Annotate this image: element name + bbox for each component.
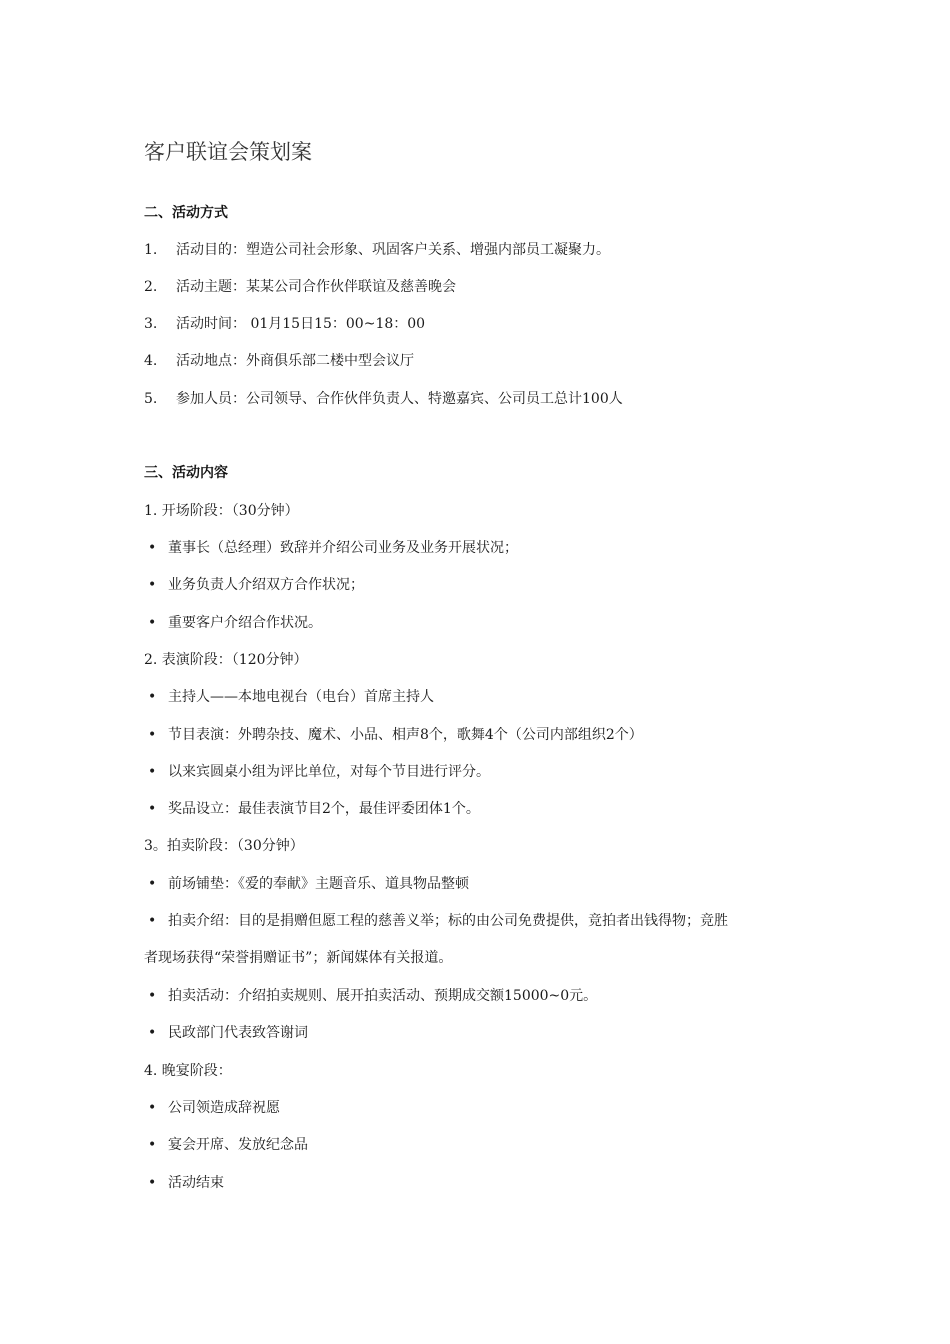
bullet-icon: • [148, 1175, 157, 1191]
stage-title-banquet: 4. 晚宴阶段： [144, 1063, 232, 1079]
bullet-item [144, 873, 469, 893]
section-heading-activity-method: 二、活动方式 [144, 205, 228, 221]
bullet-text: 宴会开席、发放纪念品 [168, 1137, 308, 1153]
bullet-item [144, 1172, 224, 1192]
bullet-text: 重要客户介绍合作状况。 [168, 615, 322, 631]
list-item [144, 239, 610, 259]
stage-title-opening: 1. 开场阶段：（30分钟） [144, 503, 299, 519]
bullet-item [144, 1097, 280, 1117]
bullet-icon: • [148, 727, 157, 743]
bullet-icon: • [148, 689, 157, 705]
bullet-text: 民政部门代表致答谢词 [168, 1025, 308, 1041]
document-title: 客户联谊会策划案 [144, 140, 312, 164]
list-text: 活动地点：外商俱乐部二楼中型会议厅 [176, 353, 414, 369]
bullet-text: 拍卖介绍：目的是捐赠但愿工程的慈善义举；标的由公司免费提供，竞拍者出钱得物；竞胜 [168, 913, 728, 929]
bullet-icon: • [148, 540, 157, 556]
bullet-icon: • [148, 764, 157, 780]
bullet-text: 节目表演：外聘杂技、魔术、小品、相声8个，歌舞4个（公司内部组织2个） [168, 727, 643, 743]
stage-title-auction: 3。拍卖阶段：（30分钟） [144, 838, 304, 854]
bullet-icon: • [148, 801, 157, 817]
bullet-text: 以来宾圆桌小组为评比单位，对每个节目进行评分。 [168, 764, 490, 780]
bullet-item [144, 761, 490, 781]
bullet-icon: • [148, 1100, 157, 1116]
list-number: 5. [144, 391, 158, 407]
bullet-icon: • [148, 577, 157, 593]
bullet-text: 主持人——本地电视台（电台）首席主持人 [168, 689, 434, 705]
bullet-text: 董事长（总经理）致辞并介绍公司业务及业务开展状况； [168, 540, 518, 556]
list-item [144, 350, 414, 370]
list-item [144, 388, 623, 408]
bullet-icon: • [148, 913, 157, 929]
list-number: 1. [144, 242, 158, 258]
bullet-icon: • [148, 876, 157, 892]
list-text: 活动主题：某某公司合作伙伴联谊及慈善晚会 [176, 279, 456, 295]
bullet-item [144, 910, 728, 930]
bullet-icon: • [148, 615, 157, 631]
bullet-text: 活动结束 [168, 1175, 224, 1191]
bullet-item [144, 612, 322, 632]
list-number: 3. [144, 316, 158, 332]
list-number: 2. [144, 279, 158, 295]
list-item [144, 276, 456, 296]
bullet-item [144, 798, 480, 818]
bullet-item [144, 985, 597, 1005]
bullet-text: 业务负责人介绍双方合作状况； [168, 577, 364, 593]
bullet-wrap-continuation: 者现场获得“荣誉捐赠证书”；新闻媒体有关报道。 [144, 950, 453, 966]
bullet-item [144, 537, 518, 557]
stage-title-performance: 2. 表演阶段：（120分钟） [144, 652, 308, 668]
bullet-item [144, 1022, 308, 1042]
list-text: 活动时间： 01月15日15：00~18：00 [176, 316, 426, 332]
list-text: 参加人员：公司领导、合作伙伴负责人、特邀嘉宾、公司员工总计100人 [176, 391, 623, 407]
list-text: 活动目的：塑造公司社会形象、巩固客户关系、增强内部员工凝聚力。 [176, 242, 610, 258]
bullet-item [144, 724, 643, 744]
list-number: 4. [144, 353, 158, 369]
bullet-text: 前场铺垫：《爱的奉献》主题音乐、道具物品整顿 [168, 876, 469, 892]
bullet-icon: • [148, 1137, 157, 1153]
bullet-text: 公司领造成辞祝愿 [168, 1100, 280, 1116]
section-heading-activity-content: 三、活动内容 [144, 465, 228, 481]
bullet-item [144, 574, 364, 594]
bullet-text: 奖品设立：最佳表演节目2个，最佳评委团体1个。 [168, 801, 480, 817]
bullet-icon: • [148, 988, 157, 1004]
bullet-text: 拍卖活动：介绍拍卖规则、展开拍卖活动、预期成交额15000~0元。 [168, 988, 598, 1004]
list-item [144, 313, 425, 333]
bullet-item [144, 1134, 308, 1154]
bullet-item [144, 686, 434, 706]
bullet-icon: • [148, 1025, 157, 1041]
